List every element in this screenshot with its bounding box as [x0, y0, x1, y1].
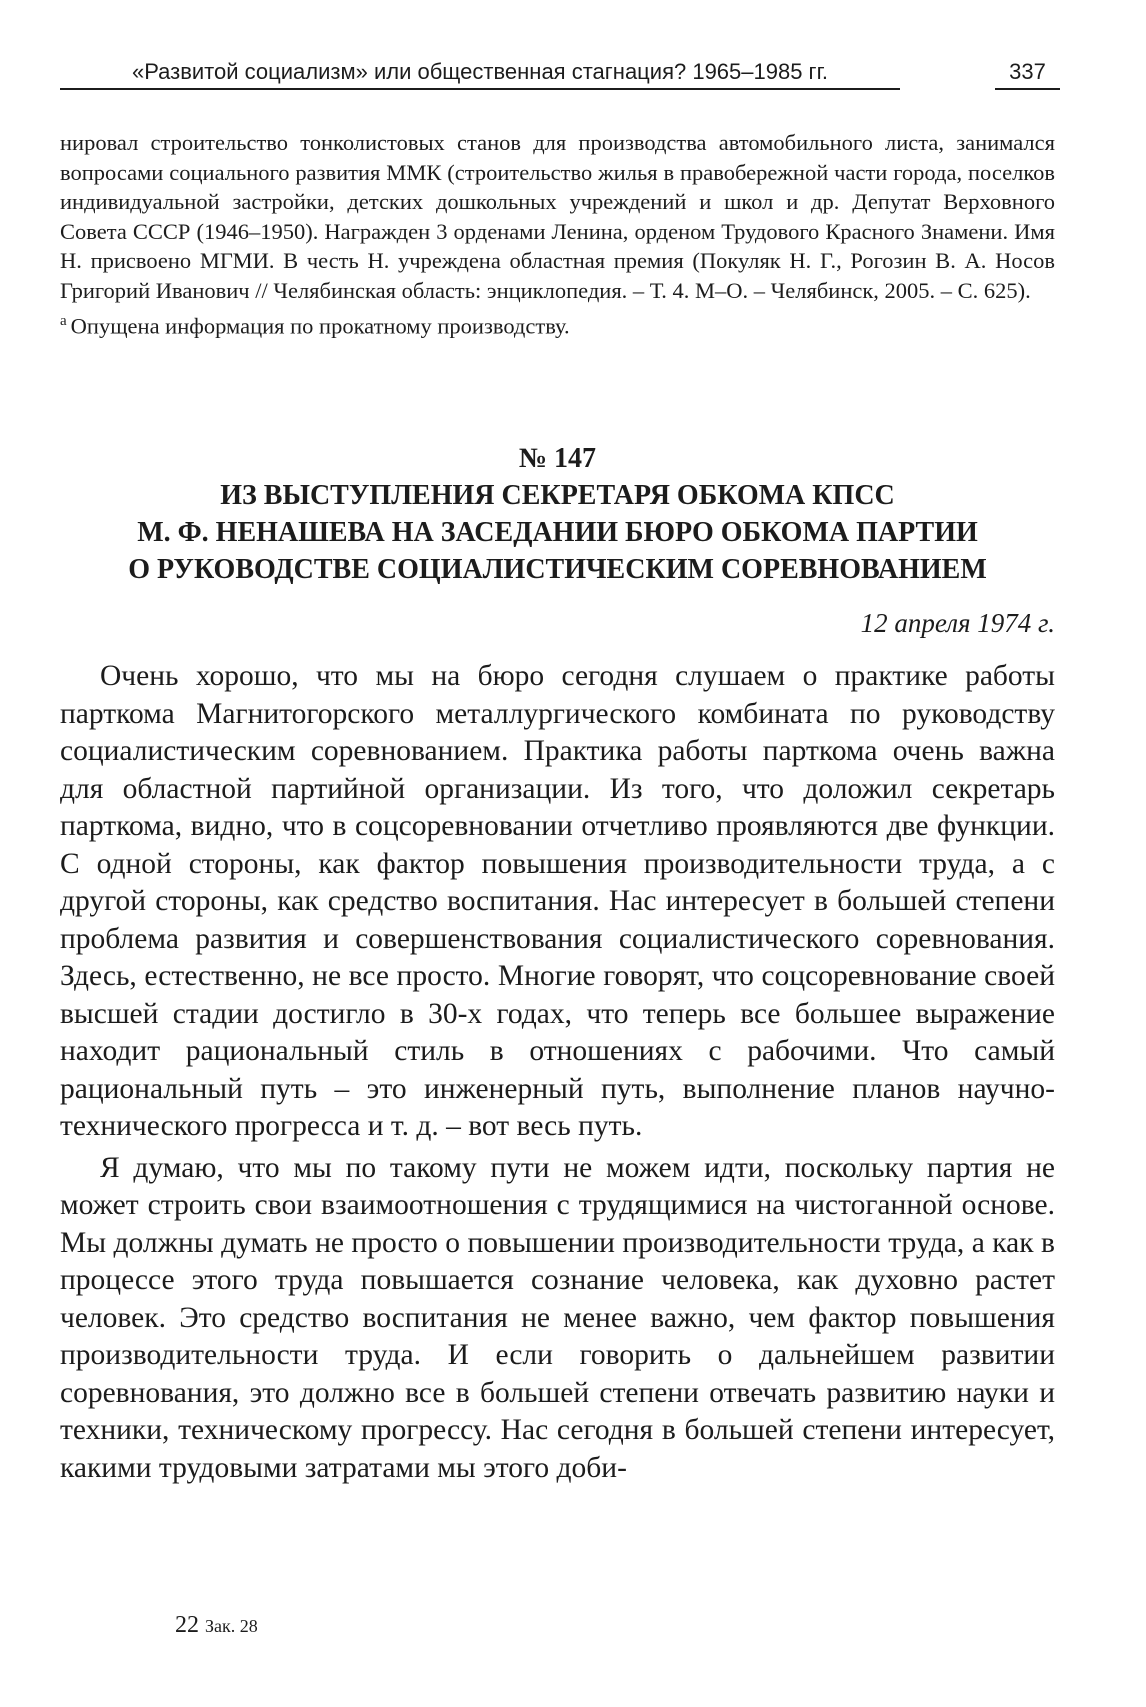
document-heading: [60, 440, 1055, 588]
signature-number: 22: [175, 1612, 199, 1638]
document-date: 12 апреля 1974 г.: [860, 608, 1055, 638]
body-paragraph: Очень хорошо, что мы на бюро сегодня слушаем о практике работы парткома Магнитогорского металлургического комбината по руководству социалистическим соревнованием. Практика работы парткома очень важна для областной партийной организации. Из того, что доложил секретарь парткома, видно, что в соцсоревновании отчетливо проявляются две функции. С одной стороны, как фактор повышения производительности труда, а с другой стороны, как средство воспитания. Нас интересует в большей степени проблема развития и совершенствования социалистического соревнования. Здесь, естественно, не все просто. Многие говорят, что соцсоревнование своей высшей стадии достигло в 30-х годах, что теперь все большее выражение находит рациональный стиль в отношениях с рабочими. Что самый рациональный путь – это инженерный путь, выполнение планов научно-технического прогресса и т. д. – вот весь путь.: [60, 660, 1055, 1142]
document-title-line: О РУКОВОДСТВЕ СОЦИАЛИСТИЧЕСКИМ СОРЕВНОВАНИЕМ: [128, 554, 987, 585]
footnote-block: [60, 128, 1055, 341]
document-number: № 147: [518, 443, 597, 474]
document-title-line: М. Ф. НЕНАШЕВА НА ЗАСЕДАНИИ БЮРО ОБКОМА ПАРТИИ: [137, 517, 978, 548]
footnote-note-text: Опущена информация по прокатному производству.: [70, 313, 570, 339]
footnote-continued-text: нировал строительство тонколистовых станов для производства автомобильного листа, занимался вопросами социального развития ММК (строительство жилья в правобережной части города, поселков индивидуальной застройки, детских дошкольных учреждений и школ и др. Депутат Верховного Совета СССР (1946–1950). Награжден 3 орденами Ленина, орденом Трудового Красного Знамени. Имя Н. присвоено МГМИ. В честь Н. учреждена областная премия (Покуляк Н. Г., Рогозин В. А. Носов Григорий Иванович // Челябинская область: энциклопедия. – Т. 4. М–О. – Челябинск, 2005. – С. 625).: [60, 130, 1055, 303]
footnote-marker: а: [60, 313, 67, 329]
running-title: «Развитой социализм» или общественная стагнация? 1965–1985 гг.: [60, 58, 900, 90]
footnote-note: [60, 307, 1055, 341]
page-header: [60, 58, 1060, 98]
body-paragraph: Я думаю, что мы по такому пути не можем идти, поскольку партия не может строить свои взаимоотношения с трудящимися на чистоганной основе. Мы должны думать не просто о повышении производительности труда, а как в процессе этого труда повышается сознание человека, как духовно растет человек. Это средство воспитания не менее важно, чем фактор повышения производительности труда. И если говорить о дальнейшем развитии соревнования, это должно все в большей степени отвечать развитию науки и техники, техническому прогрессу. Нас сегодня в большей степени интересует, какими трудовыми затратами мы этого доби-: [60, 1151, 1055, 1484]
document-title-line: ИЗ ВЫСТУПЛЕНИЯ СЕКРЕТАРЯ ОБКОМА КПСС: [220, 480, 895, 511]
signature-order: Зак. 28: [205, 1616, 258, 1636]
document-body: [60, 658, 1055, 1487]
printer-signature-mark: [175, 1610, 258, 1641]
page-number: 337: [995, 58, 1060, 90]
